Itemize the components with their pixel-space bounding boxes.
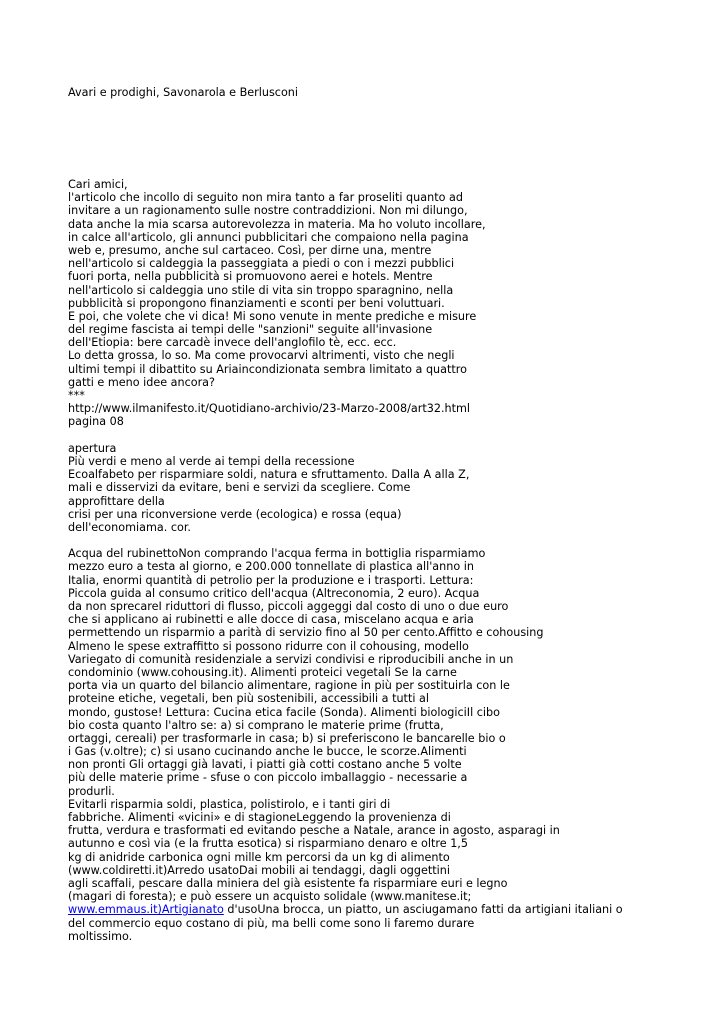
intro-line: dell'Etiopia: bere carcadè invece dell'anglofilo tè, ecc. ecc. <box>68 336 397 350</box>
intro-line: Lo detta grossa, lo so. Ma come provocarvi altrimenti, visto che negli <box>68 349 455 363</box>
article-line: moltissimo. <box>68 929 133 943</box>
intro-line: l'articolo che incollo di seguito non mira tanto a far proseliti quanto ad <box>68 191 463 205</box>
article-line: porta via un quarto del bilancio alimentare, ragione in più per sostituirla con le <box>68 679 510 693</box>
article-headline: Più verdi e meno al verde ai tempi della recessione <box>68 454 355 468</box>
article-line: non pronti Gli ortaggi già lavati, i piatti già cotti costano anche 5 volte <box>68 758 462 772</box>
paragraph-gap <box>68 429 623 442</box>
intro-line: data anche la mia scarsa autorevolezza in materia. Ma ho voluto incollare, <box>68 217 486 231</box>
article-line: proteine etiche, vegetali, ben più sostenibili, accessibili a tutti al <box>68 692 429 706</box>
intro-line: nell'articolo si caldeggia uno stile di vita sin troppo sparagnino, nella <box>68 283 454 297</box>
intro-line: pubblicità si propongono finanziamenti e sconti per beni voluttuari. <box>68 296 445 310</box>
intro-line: ultimi tempi il dibattito su Ariaincondizionata sembra limitato a quattro <box>68 362 467 376</box>
intro-line: E poi, che volete che vi dica! Mi sono venute in mente prediche e misure <box>68 309 477 323</box>
article-line: Variegato di comunità residenziale a servizi condivisi e riproducibili anche in un <box>68 652 514 666</box>
article-line-with-link <box>68 903 623 916</box>
article-line: Piccola guida al consumo critico dell'acqua (Altreconomia, 2 euro). Acqua <box>68 586 480 600</box>
source-url: http://www.ilmanifesto.it/Quotidiano-archivio/23-Marzo-2008/art32.html <box>68 402 471 416</box>
document-body <box>68 178 623 943</box>
intro-line: invitare a un ragionamento sulle nostre contraddizioni. Non mi dilungo, <box>68 204 468 218</box>
article-line: ortaggi, cereali) per trasformarle in casa; b) si preferiscono le bancarelle bio o <box>68 731 506 745</box>
article-subtitle: approfittare della <box>68 494 165 508</box>
article-line: del commercio equo costano di più, ma belli come sono li faremo durare <box>68 916 475 930</box>
article-line: i Gas (v.oltre); c) si usano cucinando anche le bucce, le scorze.Alimenti <box>68 745 467 759</box>
intro-line: gatti e meno idee ancora? <box>68 375 215 389</box>
article-subtitle: crisi per una riconversione verde (ecologica) e rossa (equa) <box>68 507 402 521</box>
article-line: da non sprecareI riduttori di flusso, piccoli aggeggi dal costo di uno o due euro <box>68 600 509 613</box>
article-line: permettendo un risparmio a parità di servizio fino al 50 per cento.Affitto e cohousing <box>68 626 544 640</box>
article-line: mezzo euro a testa al giorno, e 200.000 tonnellate di plastica all'anno in <box>68 560 474 574</box>
article-line: bio costa quanto l'altro se: a) si comprano le materie prime (frutta, <box>68 718 444 732</box>
article-line: condominio (www.cohousing.it). Alimenti proteici vegetali Se la carne <box>68 665 457 679</box>
intro-line: web e, presumo, anche sul cartaceo. Così, per dirne una, mentre <box>68 243 432 257</box>
article-subtitle: Ecoalfabeto per risparmiare soldi, natura e sfruttamento. Dalla A alla Z, <box>68 468 470 482</box>
intro-line: Cari amici, <box>68 178 128 191</box>
article-line: che si applicano ai rubinetti e alle docce di casa, miscelano acqua e aria <box>68 613 474 627</box>
article-line: più delle materie prime - sfuse o con piccolo imballaggio - necessarie a <box>68 771 468 785</box>
article-line: Almeno le spese extraffitto si possono ridurre con il cohousing, modello <box>68 639 469 653</box>
article-line: autunno e così via (e la frutta esotica) si risparmiano denaro e oltre 1,5 <box>68 837 468 851</box>
article-line: kg di anidride carbonica ogni mille km percorsi da un kg di alimento <box>68 850 450 864</box>
article-subtitle: mali e disservizi da evitare, beni e servizi da scegliere. Come <box>68 481 411 495</box>
intro-line: nell'articolo si caldeggia la passeggiata a piedi o con i mezzi pubblici <box>68 257 455 271</box>
separator-stars: *** <box>68 389 85 402</box>
intro-line: in calce all'articolo, gli annunci pubblicitari che compaiono nella pagina <box>68 230 469 244</box>
article-byline: dell'economiama. cor. <box>68 520 191 534</box>
emmaus-link[interactable]: www.emmaus.it)Artigianato <box>68 903 224 917</box>
article-line: (www.coldiretti.it)Arredo usatoDai mobili ai tendaggi, dagli oggettini <box>68 863 450 877</box>
article-line: Evitarli risparmia soldi, plastica, polistirolo, e i tanti giri di <box>68 797 391 811</box>
intro-line: fuori porta, nella pubblicità si promuovono aerei e hotels. Mentre <box>68 270 433 284</box>
article-line: (magari di foresta); e può essere un acquisto solidale (www.manitese.it; <box>68 890 472 904</box>
section-label: apertura <box>68 441 117 455</box>
article-line: produrli. <box>68 784 115 798</box>
article-line-rest: d'usoUna brocca, un piatto, un asciugamano fatti da artigiani italiani o <box>223 903 623 917</box>
paragraph-gap <box>68 534 623 547</box>
article-line: Acqua del rubinettoNon comprando l'acqua ferma in bottiglia risparmiamo <box>68 547 486 561</box>
page-title: Avari e prodighi, Savonarola e Berlusconi <box>68 86 299 99</box>
article-line: fabbriche. Alimenti «vicini» e di stagioneLeggendo la provenienza di <box>68 811 451 824</box>
article-line: mondo, gustose! Lettura: Cucina etica facile (Sonda). Alimenti biologiciIl cibo <box>68 705 500 719</box>
article-line: agli scaffali, pescare dalla miniera del già esistente fa risparmiare euri e legno <box>68 876 508 890</box>
page-number: pagina 08 <box>68 415 124 429</box>
article-line: Italia, enormi quantità di petrolio per la produzione e i trasporti. Lettura: <box>68 573 474 587</box>
article-line: frutta, verdura e trasformati ed evitando pesche a Natale, arance in agosto, asparagi in <box>68 824 560 838</box>
intro-line: del regime fascista ai tempi delle "sanzioni" seguite all'invasione <box>68 323 433 337</box>
